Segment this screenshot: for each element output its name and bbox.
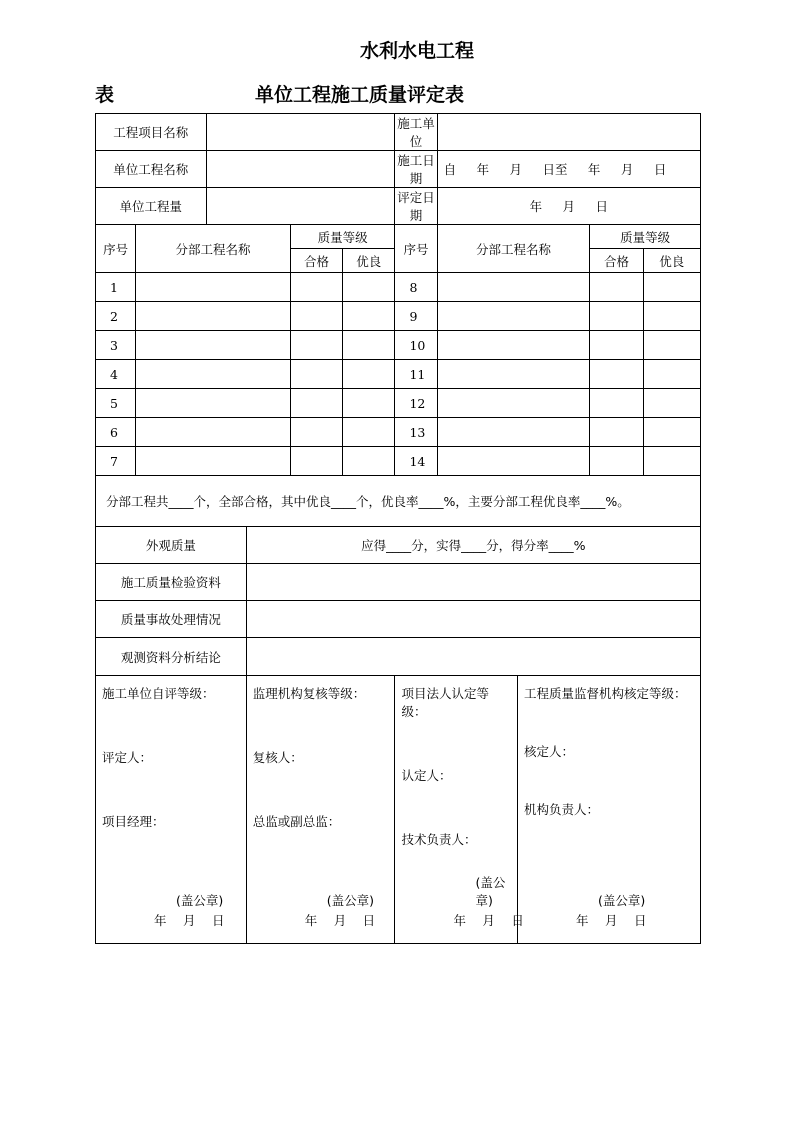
- evaluator-label: 评定人：: [102, 750, 153, 765]
- reviewer-label: 复核人：: [252, 750, 303, 765]
- unit-project-name-field[interactable]: [206, 151, 395, 188]
- excellent-cell[interactable]: [643, 389, 700, 418]
- construction-date-field[interactable]: 自 年 月 日至 年 月 日: [437, 151, 700, 188]
- row-number-right: 12: [395, 389, 437, 418]
- division-name-header-left: 分部工程名称: [136, 225, 291, 273]
- signature-block-supervision[interactable]: [246, 676, 395, 944]
- division-row: [96, 273, 701, 302]
- evaluation-date-field[interactable]: 年 月 日: [437, 188, 700, 225]
- row-number-left: 3: [96, 331, 136, 360]
- division-name-cell[interactable]: [437, 302, 590, 331]
- excellent-cell[interactable]: [643, 360, 700, 389]
- pass-cell[interactable]: [290, 447, 342, 476]
- division-name-cell[interactable]: [437, 447, 590, 476]
- no-header-left: 序号: [96, 225, 136, 273]
- header-top-text: 水利水电工程: [359, 40, 474, 62]
- seal-note: (盖公章): [326, 893, 374, 908]
- project-manager-label: 项目经理：: [102, 814, 165, 829]
- seal-note: (盖公章): [598, 893, 646, 908]
- division-summary[interactable]: 分部工程共____个，全部合格，其中优良____个，优良率____%，主要分部工程优良率____%。: [96, 476, 701, 527]
- signature-date: 年 月 日: [304, 913, 376, 928]
- inspection-data-field[interactable]: [246, 564, 700, 601]
- signature-date: 年 月 日: [576, 913, 647, 928]
- construction-unit-label: 施工单位: [395, 114, 437, 151]
- division-name-cell[interactable]: [437, 360, 590, 389]
- pass-cell[interactable]: [590, 331, 643, 360]
- excellent-cell[interactable]: [343, 331, 395, 360]
- division-name-cell[interactable]: [136, 302, 291, 331]
- division-name-cell[interactable]: [437, 389, 590, 418]
- division-name-cell[interactable]: [437, 331, 590, 360]
- row-number-right: 9: [395, 302, 437, 331]
- signature-date: 年 月 日: [453, 913, 524, 928]
- signature-block-owner[interactable]: [395, 676, 524, 944]
- construction-date-label: 施工日期: [395, 151, 437, 188]
- unit-project-name-label: 单位工程名称: [96, 151, 207, 188]
- row-number-left: 7: [96, 447, 136, 476]
- accident-handling-label: 质量事故处理情况: [96, 601, 247, 638]
- row-number-right: 14: [395, 447, 437, 476]
- appearance-quality-label: 外观质量: [96, 527, 247, 564]
- row-number-left: 2: [96, 302, 136, 331]
- pass-cell[interactable]: [290, 273, 342, 302]
- excellent-cell[interactable]: [643, 331, 700, 360]
- division-row: [96, 418, 701, 447]
- division-name-cell[interactable]: [136, 331, 291, 360]
- excellent-cell[interactable]: [343, 447, 395, 476]
- appearance-quality-field[interactable]: 应得____分，实得____分，得分率____%: [246, 527, 700, 564]
- division-row: [96, 331, 701, 360]
- agency-grade-label: 工程质量监督机构核定等级：: [524, 686, 687, 701]
- pass-cell[interactable]: [590, 418, 643, 447]
- division-name-cell[interactable]: [136, 447, 291, 476]
- excellent-cell[interactable]: [643, 302, 700, 331]
- pass-cell[interactable]: [290, 360, 342, 389]
- grade-header-left: 质量等级: [290, 225, 395, 249]
- row-number-right: 10: [395, 331, 437, 360]
- seal-note: (盖公章): [475, 875, 506, 908]
- project-name-label: 工程项目名称: [96, 114, 207, 151]
- agency-head-label: 机构负责人：: [524, 802, 600, 817]
- pass-header-left: 合格: [290, 249, 342, 273]
- pass-cell[interactable]: [290, 389, 342, 418]
- observation-conclusion-label: 观测资料分析结论: [96, 638, 247, 676]
- review-grade-label: 监理机构复核等级：: [252, 686, 366, 701]
- grade-header-right: 质量等级: [590, 225, 701, 249]
- excellent-cell[interactable]: [643, 273, 700, 302]
- excellent-cell[interactable]: [343, 418, 395, 447]
- row-number-right: 11: [395, 360, 437, 389]
- excellent-cell[interactable]: [343, 273, 395, 302]
- owner-grade-label: 项目法人认定等级：: [401, 686, 489, 719]
- pass-header-right: 合格: [590, 249, 643, 273]
- pass-cell[interactable]: [590, 273, 643, 302]
- division-name-cell[interactable]: [136, 418, 291, 447]
- excellent-cell[interactable]: [343, 389, 395, 418]
- excellent-cell[interactable]: [643, 418, 700, 447]
- unit-project-quantity-label: 单位工程量: [96, 188, 207, 225]
- chief-supervisor-label: 总监或副总监：: [252, 814, 341, 829]
- project-name-field[interactable]: [206, 114, 395, 151]
- division-row: [96, 302, 701, 331]
- accident-handling-field[interactable]: [246, 601, 700, 638]
- construction-unit-field[interactable]: [437, 114, 700, 151]
- signature-block-construction[interactable]: [96, 676, 247, 944]
- inspection-data-label: 施工质量检验资料: [96, 564, 247, 601]
- technical-lead-label: 技术负责人：: [401, 832, 477, 847]
- pass-cell[interactable]: [590, 389, 643, 418]
- division-name-cell[interactable]: [437, 418, 590, 447]
- excellent-header-left: 优良: [343, 249, 395, 273]
- pass-cell[interactable]: [590, 447, 643, 476]
- confirmer-label: 认定人：: [401, 768, 452, 783]
- division-name-cell[interactable]: [136, 273, 291, 302]
- division-name-header-right: 分部工程名称: [437, 225, 590, 273]
- division-name-cell[interactable]: [136, 389, 291, 418]
- verifier-label: 核定人：: [524, 744, 575, 759]
- observation-conclusion-field[interactable]: [246, 638, 700, 676]
- pass-cell[interactable]: [290, 302, 342, 331]
- header-top: [0, 36, 794, 63]
- row-number-right: 13: [395, 418, 437, 447]
- division-name-cell[interactable]: [437, 273, 590, 302]
- unit-project-quantity-field[interactable]: [206, 188, 395, 225]
- row-number-left: 4: [96, 360, 136, 389]
- pass-cell[interactable]: [290, 331, 342, 360]
- signature-block-supervision-agency[interactable]: [518, 676, 701, 944]
- evaluation-date-label: 评定日期: [395, 188, 437, 225]
- division-row: [96, 447, 701, 476]
- excellent-header-right: 优良: [643, 249, 700, 273]
- excellent-cell[interactable]: [343, 360, 395, 389]
- pass-cell[interactable]: [590, 360, 643, 389]
- excellent-cell[interactable]: [343, 302, 395, 331]
- division-name-cell[interactable]: [136, 360, 291, 389]
- division-row: [96, 360, 701, 389]
- table-prefix: 表: [95, 84, 115, 106]
- excellent-cell[interactable]: [643, 447, 700, 476]
- form-title: 单位工程施工质量评定表: [255, 84, 465, 106]
- pass-cell[interactable]: [590, 302, 643, 331]
- row-number-left: 6: [96, 418, 136, 447]
- self-evaluation-label: 施工单位自评等级：: [102, 686, 215, 701]
- row-number-left: 5: [96, 389, 136, 418]
- seal-note: (盖公章): [176, 893, 224, 908]
- row-number-right: 8: [395, 273, 437, 302]
- pass-cell[interactable]: [290, 418, 342, 447]
- no-header-right: 序号: [395, 225, 437, 273]
- signature-date: 年 月 日: [154, 913, 225, 928]
- evaluation-table: [95, 113, 701, 944]
- row-number-left: 1: [96, 273, 136, 302]
- division-row: [96, 389, 701, 418]
